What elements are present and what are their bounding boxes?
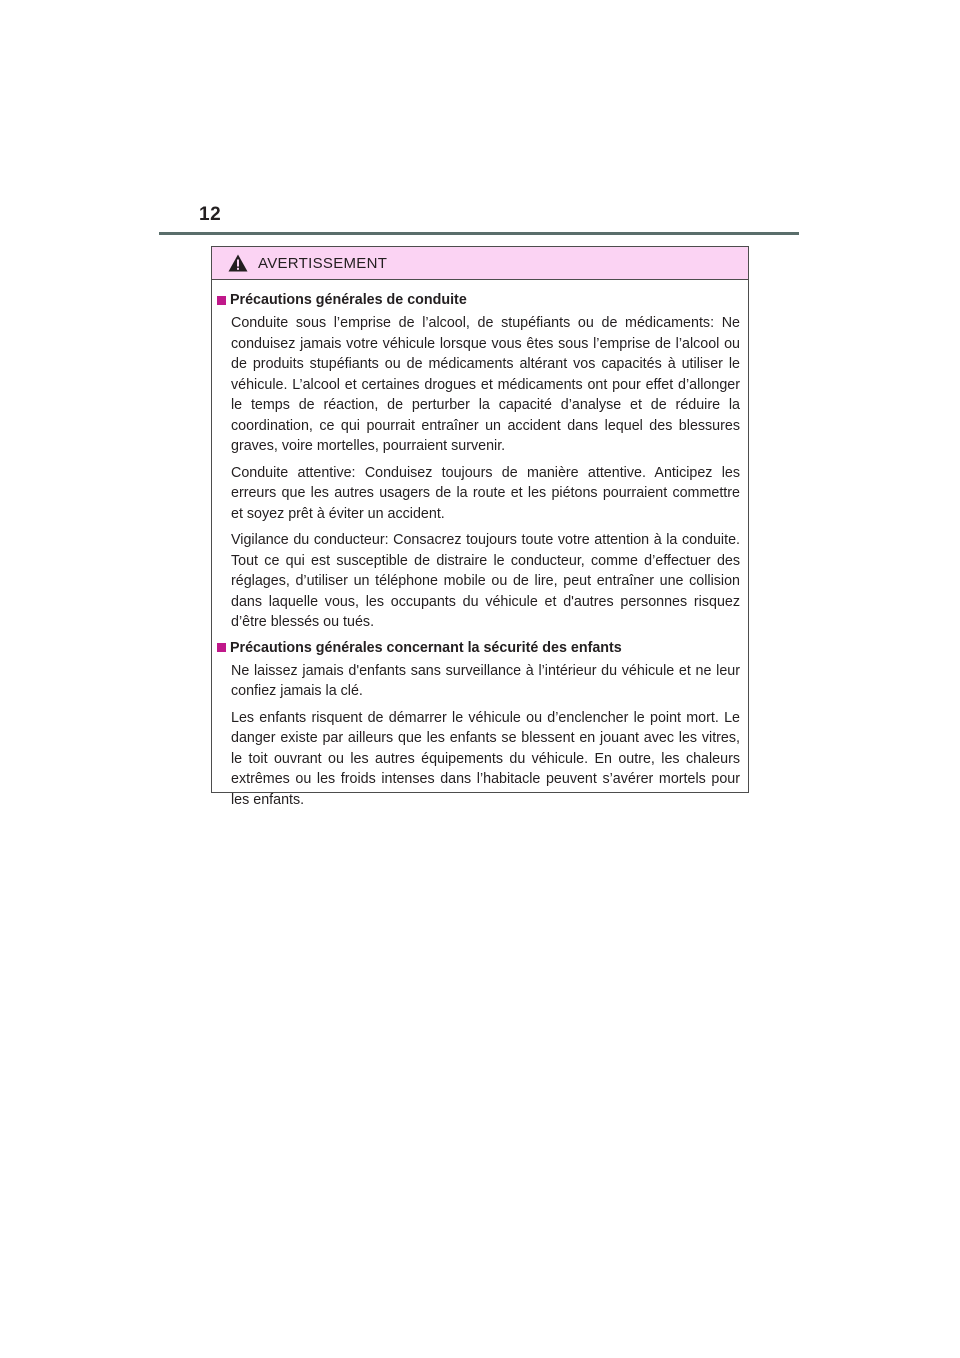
paragraph-children-danger: Les enfants risquent de démarrer le véhicule ou d’enclencher le point mort. Le danger existe par ailleurs que les enfants se blessent en jouant avec les vitres, le toit ouvrant ou les autres équipements du véhicule. En outre, les chaleurs extrêmes ou les froids intenses dans l’habitacle peuvent s’avérer mortels pour les enfants. — [231, 709, 740, 808]
warning-triangle-icon — [228, 254, 248, 272]
section-heading-driving — [217, 291, 740, 309]
paragraph-children-unattended: Ne laissez jamais d'enfants sans surveillance à l’intérieur du véhicule et ne leur confiez jamais la clé. — [231, 662, 740, 699]
warning-box — [211, 246, 749, 808]
bullet-square-icon — [217, 296, 226, 305]
section-heading-children — [217, 639, 740, 657]
page-number: 12 — [199, 204, 222, 225]
paragraph-alcohol: Conduite sous l’emprise de l’alcool, de stupéfiants ou de médicaments: Ne conduisez jamais votre véhicule lorsque vous êtes sous l’emprise de l’alcool ou de produits stupéfiants ou de médicaments altérant vos capacités à utiliser le véhicule. L’alcool et certaines drogues et médicaments ont pour effet d’allonger le temps de réaction, de perturber la capacité d’analyse et de réduire la coordination, ce qui pourrait entraîner un accident dans lequel des blessures graves, voire mortelles, pourraient survenir. — [231, 315, 740, 454]
warning-header — [212, 247, 748, 280]
section-heading-text: Précautions générales concernant la sécurité des enfants — [230, 639, 622, 656]
paragraph-attentive-driving: Conduite attentive: Conduisez toujours de manière attentive. Anticipez les erreurs que les autres usagers de la route et les piétons pourraient commettre et soyez prêt à éviter un accident. — [231, 464, 740, 522]
warning-body — [212, 280, 748, 810]
section-heading-text: Précautions générales de conduite — [230, 292, 467, 308]
bullet-square-icon — [217, 643, 226, 652]
paragraph-driver-vigilance: Vigilance du conducteur: Consacrez toujours toute votre attention à la conduite. Tout ce qui est susceptible de distraire le conducteur, comme d’effectuer des réglages, d’utiliser un téléphone mobile ou de lire, peut entraîner une collision dans laquelle vous, les occupants du véhicule et d'autres personnes risquez d’être blessés ou tués. — [231, 532, 740, 630]
header-rule — [159, 232, 799, 235]
warning-title: AVERTISSEMENT — [258, 254, 388, 272]
